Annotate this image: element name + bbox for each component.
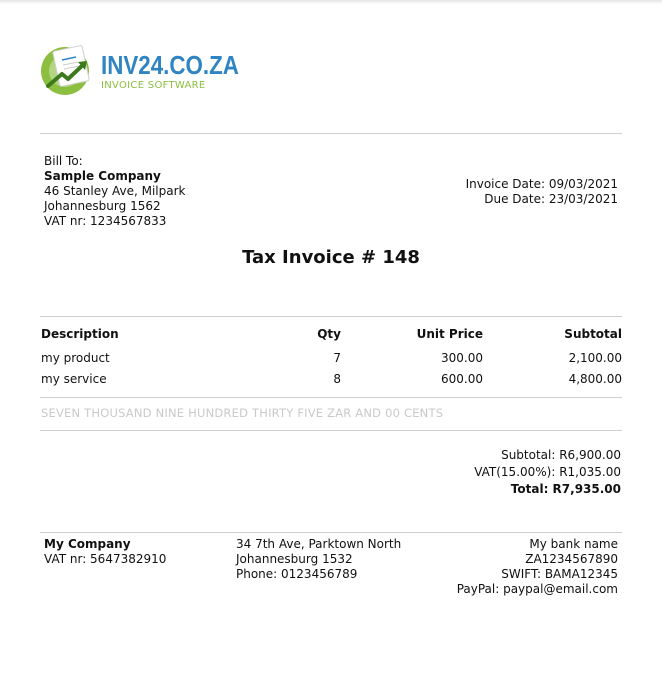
bill-to-block	[44, 154, 186, 229]
footer-company-vat: VAT nr: 5647382910	[44, 552, 167, 566]
footer-address-line1: 34 7th Ave, Parktown North	[236, 537, 402, 551]
divider	[40, 133, 622, 134]
logo-icon	[40, 42, 98, 98]
footer-swift: SWIFT: BAMA12345	[501, 567, 618, 581]
footer-company-block	[44, 537, 166, 567]
cell-qty: 8	[333, 371, 341, 386]
table-header-row	[41, 327, 622, 347]
header-qty: Qty	[317, 327, 341, 341]
totals-block	[361, 447, 621, 498]
totals-total: Total: R7,935.00	[510, 482, 621, 496]
top-shadow	[0, 0, 662, 4]
bill-to-vat: VAT nr: 1234567833	[44, 214, 167, 228]
items-table	[41, 327, 622, 389]
cell-qty: 7	[333, 350, 341, 365]
cell-unit-price: 600.00	[441, 371, 483, 386]
header-unit-price: Unit Price	[416, 327, 483, 341]
logo-wordmark: INV24.CO.ZA	[101, 50, 239, 80]
cell-subtotal: 2,100.00	[568, 350, 622, 365]
footer-address-line2: Johannesburg 1532	[236, 552, 353, 566]
footer-account-number: ZA1234567890	[525, 552, 618, 566]
cell-description: my product	[41, 350, 110, 365]
bill-to-address-line2: Johannesburg 1562	[44, 199, 161, 213]
due-date: Due Date: 23/03/2021	[484, 192, 618, 206]
table-row	[41, 347, 622, 368]
footer-bank-block	[457, 537, 618, 597]
footer-bank-name: My bank name	[529, 537, 618, 551]
divider	[40, 532, 622, 533]
bill-to-label: Bill To:	[44, 154, 83, 168]
invoice-title: Tax Invoice # 148	[242, 247, 420, 268]
bill-to-address-line1: 46 Stanley Ave, Milpark	[44, 184, 186, 198]
bill-to-company: Sample Company	[44, 169, 161, 183]
cell-unit-price: 300.00	[441, 350, 483, 365]
logo-tagline: INVOICE SOFTWARE	[101, 80, 206, 91]
invoice-dates	[466, 177, 618, 207]
divider	[40, 430, 622, 431]
table-row	[41, 368, 622, 389]
divider	[40, 316, 622, 317]
cell-description: my service	[41, 371, 107, 386]
footer-address-block	[236, 537, 401, 582]
invoice-date: Invoice Date: 09/03/2021	[465, 177, 618, 191]
cell-subtotal: 4,800.00	[568, 371, 622, 386]
amount-in-words: SEVEN THOUSAND NINE HUNDRED THIRTY FIVE ZAR AND 00 CENTS	[41, 406, 444, 420]
footer-phone: Phone: 0123456789	[236, 567, 358, 581]
divider	[40, 397, 622, 398]
header-description: Description	[41, 327, 119, 341]
header-subtotal: Subtotal	[564, 327, 622, 341]
footer-paypal: PayPal: paypal@email.com	[456, 582, 618, 596]
totals-vat: VAT(15.00%): R1,035.00	[474, 465, 621, 479]
footer-company-name: My Company	[44, 537, 131, 551]
totals-subtotal: Subtotal: R6,900.00	[501, 448, 621, 462]
